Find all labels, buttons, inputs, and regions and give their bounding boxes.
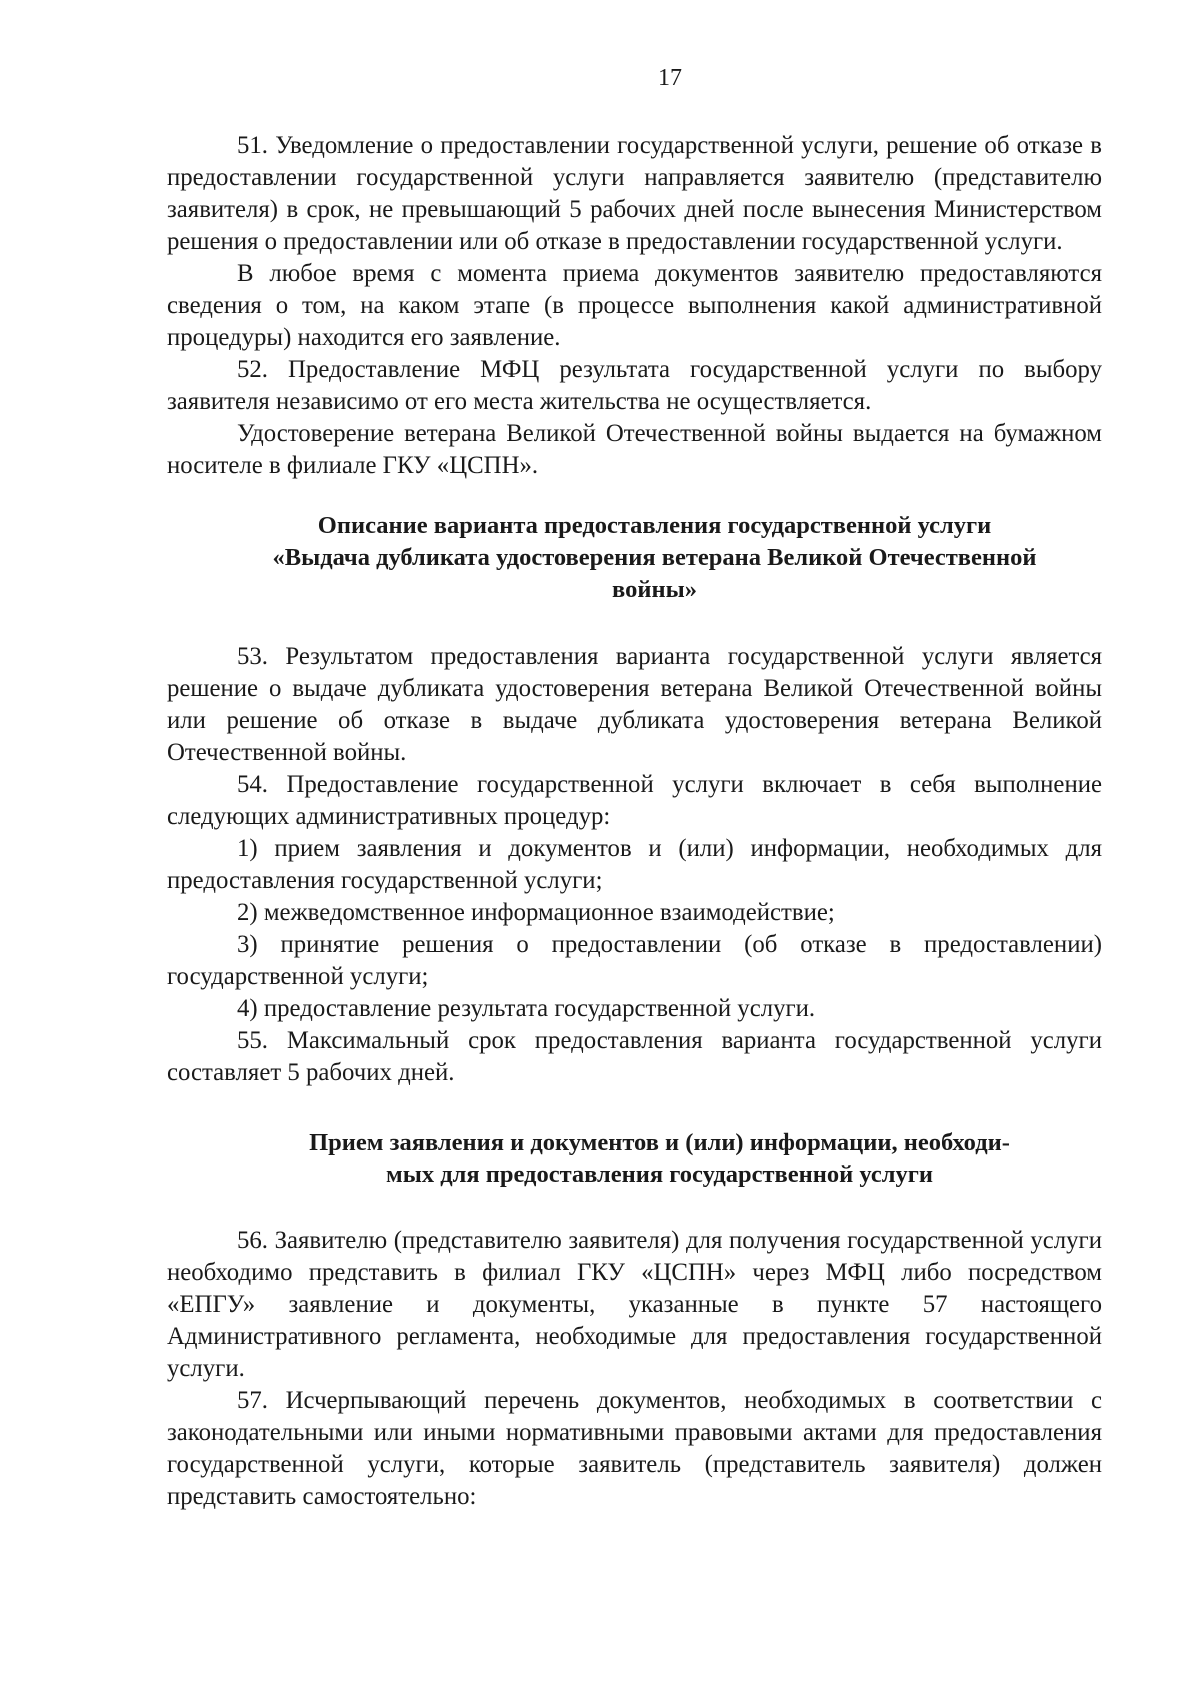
heading-line: Описание варианта предоставления государственной услуги bbox=[317, 512, 992, 539]
heading-line: Прием заявления и документов и (или) информации, необходи- bbox=[309, 1129, 1010, 1156]
list-item-4: 4) предоставление результата государственной услуги. bbox=[237, 995, 816, 1022]
section-heading-reception bbox=[167, 1127, 1102, 1191]
list-item-1: 1) прием заявления и документов и (или) информации, необходимых для предоставления государственной услуги; bbox=[167, 835, 1102, 894]
list-item-2: 2) межведомственное информационное взаимодействие; bbox=[237, 899, 835, 926]
heading-line: мых для предоставления государственной услуги bbox=[386, 1161, 933, 1188]
paragraph-56: 56. Заявителю (представителю заявителя) для получения государственной услуги необходимо представить в филиал ГКУ «ЦСПН» через МФЦ либо посредством «ЕПГУ» заявление и документы, указанные в пункте 57 настоящего Административного регламента, необходимые для предоставления государственной услуги. bbox=[167, 1227, 1102, 1382]
paragraph-53: 53. Результатом предоставления варианта государственной услуги является решение о выдаче дубликата удостоверения ветерана Великой Отечественной войны или решение об отказе в выдаче дубликата удостоверения ветерана Великой Отечественной войны. bbox=[167, 643, 1102, 766]
heading-line: войны» bbox=[612, 576, 697, 603]
paragraph-51-note: В любое время с момента приема документов заявителю предоставляются сведения о том, на каком этапе (в процессе выполнения какой административной процедуры) находится его заявление. bbox=[167, 260, 1102, 351]
paragraph-55: 55. Максимальный срок предоставления варианта государственной услуги составляет 5 рабочих дней. bbox=[167, 1027, 1102, 1086]
list-item-3: 3) принятие решения о предоставлении (об отказе в предоставлении) государственной услуги; bbox=[167, 931, 1102, 990]
document-body bbox=[167, 130, 1102, 1513]
paragraph-57: 57. Исчерпывающий перечень документов, необходимых в соответствии с законодательными или иными нормативными правовыми актами для предоставления государственной услуги, которые заявитель (представитель заявителя) должен представить самостоятельно: bbox=[167, 1387, 1102, 1510]
paragraph-52: 52. Предоставление МФЦ результата государственной услуги по выбору заявителя независимо от его места жительства не осуществляется. bbox=[167, 356, 1102, 415]
paragraph-51: 51. Уведомление о предоставлении государственной услуги, решение об отказе в предоставлении государственной услуги направляется заявителю (представителю заявителя) в срок, не превышающий 5 рабочих дней после вынесения Министерством решения о предоставлении или об отказе в предоставлении государственной услуги. bbox=[167, 132, 1102, 255]
paragraph-54: 54. Предоставление государственной услуги включает в себя выполнение следующих административных процедур: bbox=[167, 771, 1102, 830]
heading-line: «Выдача дубликата удостоверения ветерана Великой Отечественной bbox=[272, 544, 1037, 571]
paragraph-52-note: Удостоверение ветерана Великой Отечественной войны выдается на бумажном носителе в филиале ГКУ «ЦСПН». bbox=[167, 420, 1102, 479]
section-heading-variant bbox=[167, 510, 1102, 606]
page-number: 17 bbox=[658, 65, 682, 91]
